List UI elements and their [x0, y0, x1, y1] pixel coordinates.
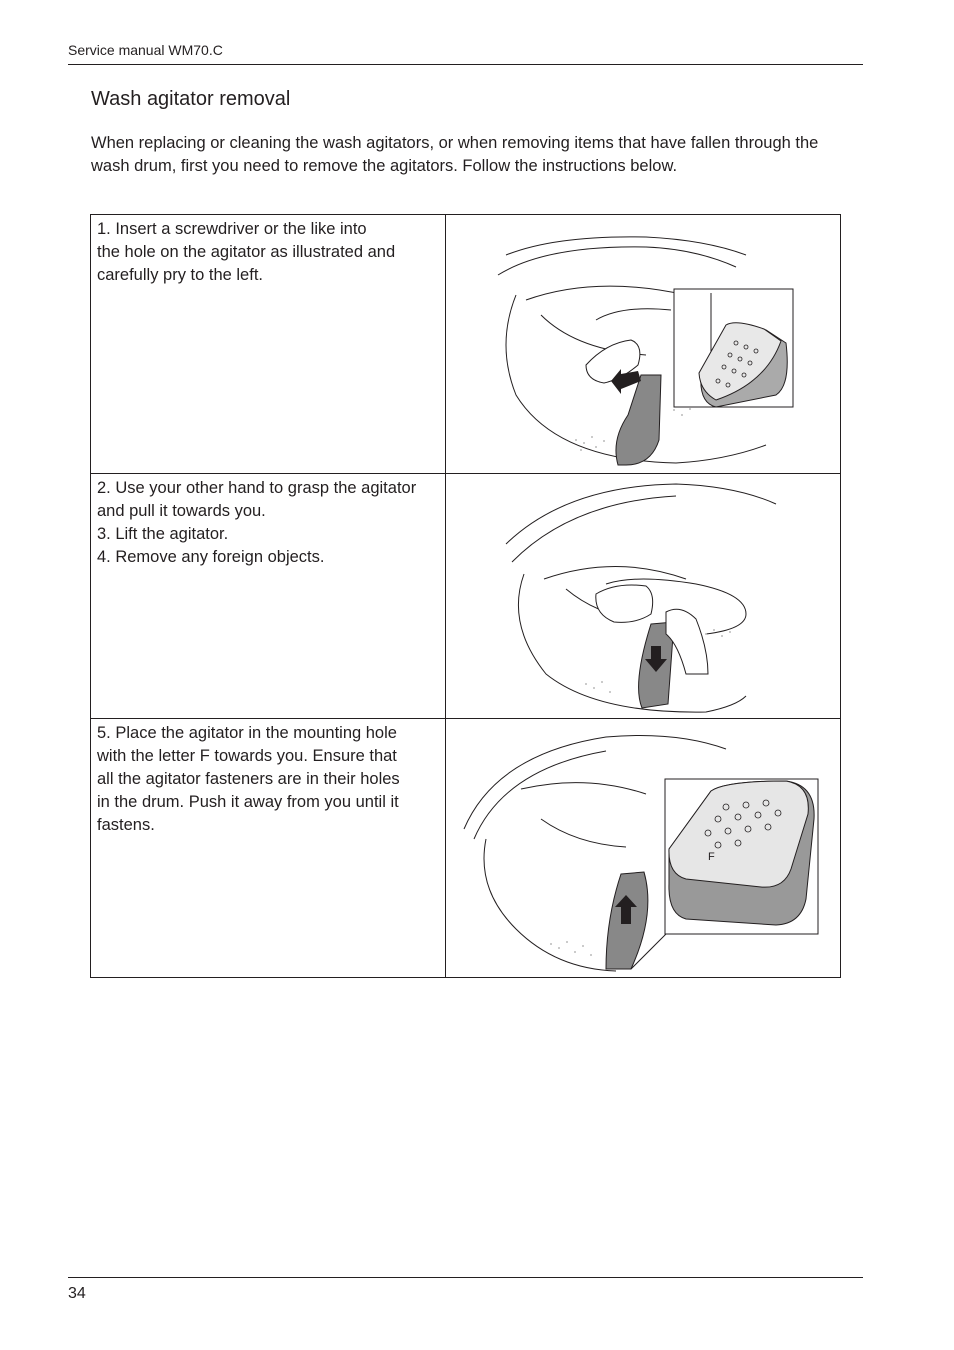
step-line: 3. Lift the agitator. [97, 525, 229, 543]
step-text-cell [91, 719, 446, 978]
header-rule [68, 64, 863, 65]
step-line: 2. Use your other hand to grasp the agitator [97, 479, 417, 497]
step-row [91, 215, 841, 474]
step-line: all the agitator fasteners are in their holes [97, 770, 400, 788]
step-5-text [91, 719, 445, 840]
step-line: in the drum. Push it away from you until it [97, 793, 399, 811]
step-1-text [91, 215, 445, 290]
steps-table [90, 214, 841, 978]
step-row [91, 474, 841, 719]
page-number: 34 [68, 1285, 86, 1302]
drum-screwdriver-pry-left-icon [446, 215, 840, 472]
step-illustration-cell [446, 215, 841, 474]
running-header: Service manual WM70.C [68, 42, 223, 58]
step-text-cell [91, 474, 446, 719]
step-line: the hole on the agitator as illustrated and [97, 243, 396, 261]
agitator-letter-label: F [708, 851, 715, 863]
step-line: fastens. [97, 816, 155, 834]
step-illustration-cell [446, 474, 841, 719]
step-row [91, 719, 841, 978]
step-line: with the letter F towards you. Ensure that [97, 747, 397, 765]
step-line: 1. Insert a screwdriver or the like into [97, 220, 367, 238]
footer-rule [68, 1277, 863, 1278]
step-illustration-cell [446, 719, 841, 978]
step-line: 5. Place the agitator in the mounting hole [97, 724, 397, 742]
step-2-text [91, 474, 445, 572]
section-title: Wash agitator removal [91, 88, 291, 110]
step-line: and pull it towards you. [97, 502, 266, 520]
step-line: carefully pry to the left. [97, 266, 263, 284]
step-line: 4. Remove any foreign objects. [97, 548, 325, 566]
drum-hands-pull-agitator-icon [446, 474, 840, 717]
drum-agitator-insert-icon [446, 719, 840, 976]
intro-paragraph: When replacing or cleaning the wash agitators, or when removing items that have fallen through the wash drum, first you need to remove the agitators. Follow the instructions below. [91, 134, 819, 175]
step-text-cell [91, 215, 446, 474]
